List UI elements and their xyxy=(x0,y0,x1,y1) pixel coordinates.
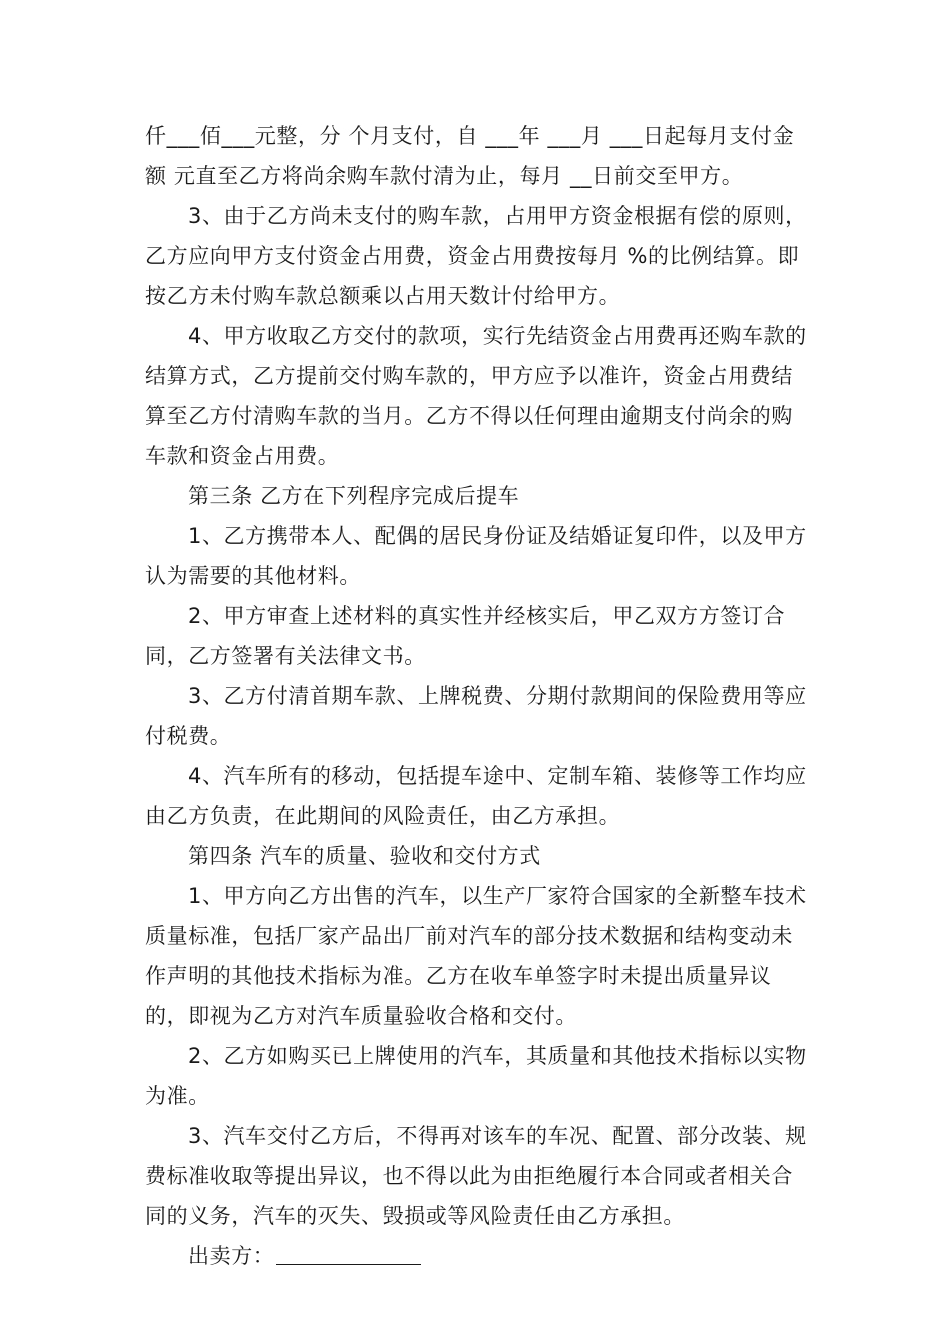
article-4-heading: 第四条 汽车的质量、验收和交付方式 xyxy=(188,844,541,868)
seller-signature-blank[interactable] xyxy=(276,1238,421,1265)
seller-signature-line xyxy=(145,1236,810,1276)
payment-terms-continuation: 仟___佰___元整，分 个月支付，自 ___年 ___月 ___日起每月支付金额 元直至乙方将尚余购车款付清为止，每月 __日前交至甲方。 xyxy=(145,124,795,188)
article-4-item-3: 3、汽车交付乙方后，不得再对该车的车况、配置、部分改装、规费标准收取等提出异议，也不得以此为由拒绝履行本合同或者相关合同的义务，汽车的灭失、毁损或等风险责任由乙方承担。 xyxy=(145,1124,807,1228)
article-3-item-1: 1、乙方携带本人、配偶的居民身份证及结婚证复印件，以及甲方认为需要的其他材料。 xyxy=(145,524,807,588)
article-3-item-3: 3、乙方付清首期车款、上牌税费、分期付款期间的保险费用等应付税费。 xyxy=(145,684,807,748)
article-4-item-1: 1、甲方向乙方出售的汽车，以生产厂家符合国家的全新整车技术质量标准，包括厂家产品出厂前对汽车的部分技术数据和结构变动未作声明的其他技术指标为准。乙方在收车单签字时未提出质量异议的，即视为乙方对汽车质量验收合格和交付。 xyxy=(145,884,807,1028)
article-4-item-2: 2、乙方如购买已上牌使用的汽车，其质量和其他技术指标以实物为准。 xyxy=(145,1044,807,1108)
contract-page xyxy=(145,116,810,1276)
article-3-item-2: 2、甲方审查上述材料的真实性并经核实后，甲乙双方方签订合同，乙方签署有关法律文书。 xyxy=(145,604,786,668)
seller-label: 出卖方： xyxy=(188,1244,275,1268)
article-3-heading: 第三条 乙方在下列程序完成后提车 xyxy=(188,484,520,508)
clause-occupancy-fee: 3、由于乙方尚未支付的购车款，占用甲方资金根据有偿的原则，乙方应向甲方支付资金占用费，资金占用费按每月 %的比例结算。即按乙方未付购车款总额乘以占用天数计付给甲方。 xyxy=(145,204,807,308)
article-3-item-4: 4、汽车所有的移动，包括提车途中、定制车箱、装修等工作均应由乙方负责，在此期间的风险责任，由乙方承担。 xyxy=(145,764,807,828)
clause-settlement-method: 4、甲方收取乙方交付的款项，实行先结资金占用费再还购车款的结算方式，乙方提前交付购车款的，甲方应予以准许，资金占用费结算至乙方付清购车款的当月。乙方不得以任何理由逾期支付尚余的购车款和资金占用费。 xyxy=(145,324,807,468)
